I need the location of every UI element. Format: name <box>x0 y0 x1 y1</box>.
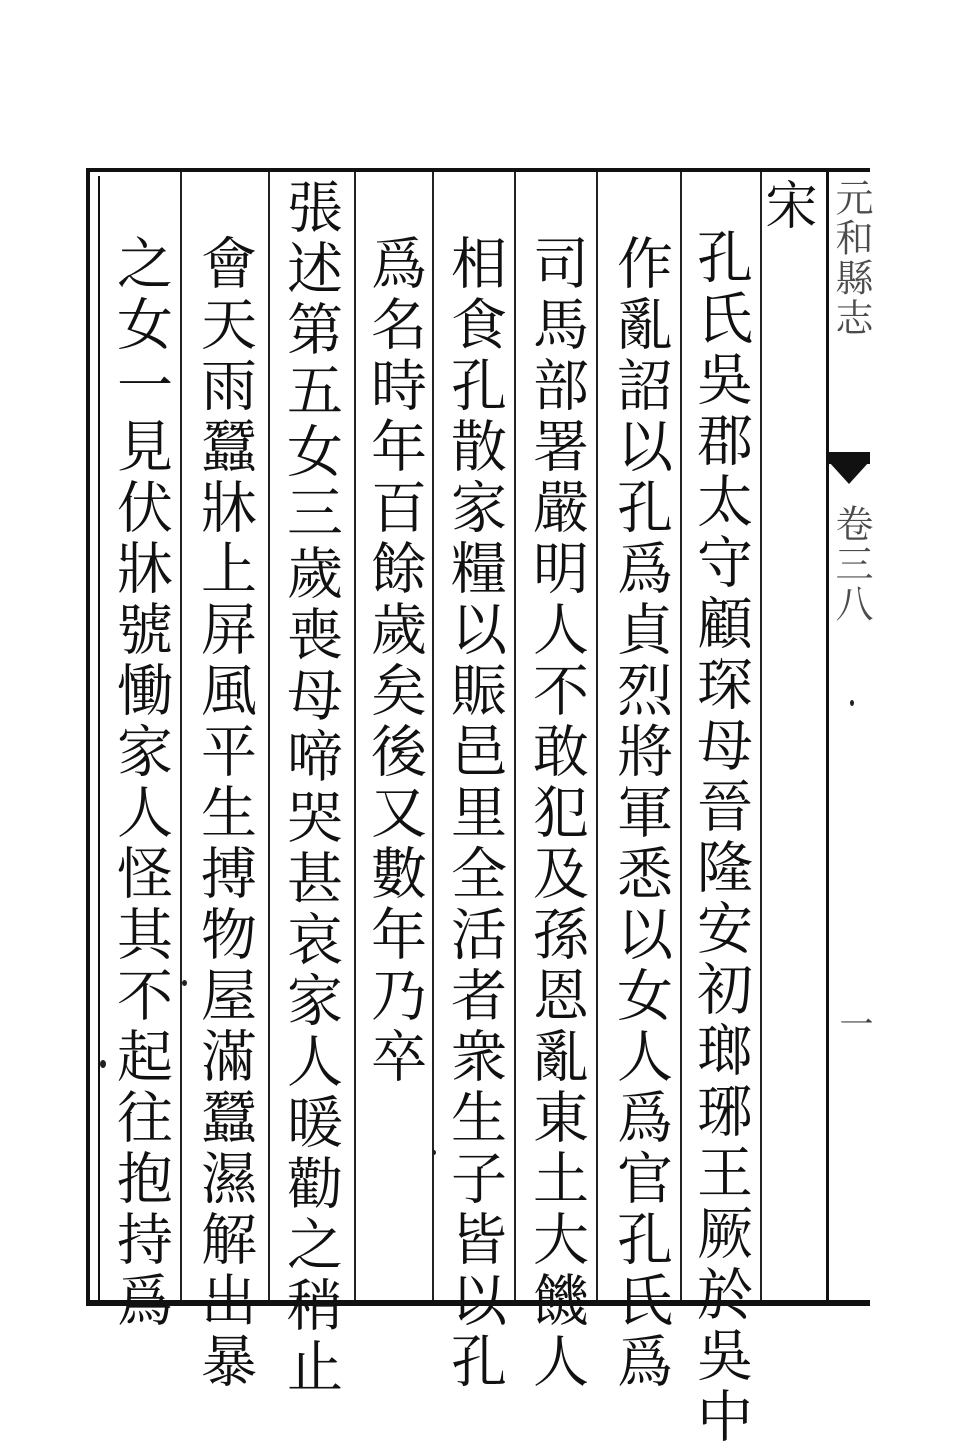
dynasty-heading: 宋 <box>756 178 816 230</box>
text-column-4: 相食孔散家糧以賑邑里全活者衆生子皆以孔 <box>442 234 507 1393</box>
column-rule <box>180 172 182 1300</box>
column-rule <box>432 172 434 1300</box>
margin-book-title: 元和縣志 <box>829 178 873 338</box>
column-rule <box>760 172 762 1300</box>
scan-speck <box>850 700 854 706</box>
fishtail-mark <box>829 462 869 484</box>
text-column-6: 張述第五女三歲喪母啼哭甚哀家人暖勸之稍止 <box>278 178 343 1398</box>
text-column-8: 之女一見伏牀號慟家人怪其不起往抱持爲 <box>108 234 173 1332</box>
margin-page-number: 一 <box>833 1006 873 1040</box>
text-column-1: 孔氏吳郡太守顧琛母晉隆安初瑯琊王厥於吳中 <box>688 228 753 1448</box>
column-rule <box>354 172 356 1300</box>
column-rule <box>514 172 516 1300</box>
text-column-5: 爲名時年百餘歲矣後又數年乃卒 <box>362 234 427 1088</box>
column-rule <box>268 172 270 1300</box>
scan-speck <box>182 980 187 986</box>
text-column-3: 司馬部署嚴明人不敢犯及孫恩亂東土大饑人 <box>524 234 589 1393</box>
margin-juan-label: 卷三八 <box>829 504 873 624</box>
column-rule <box>596 172 598 1300</box>
column-rule <box>680 172 682 1300</box>
scan-speck <box>100 1060 106 1068</box>
scan-speck <box>432 1150 436 1155</box>
text-column-7: 會天雨蠶牀上屏風平生搏物屋滿蠶濕解出暴 <box>192 234 257 1393</box>
margin-column-border <box>826 172 829 1300</box>
frame-inner-border <box>98 176 100 1300</box>
text-column-2: 作亂詔以孔爲貞烈將軍悉以女人爲官孔氏爲 <box>608 234 673 1393</box>
